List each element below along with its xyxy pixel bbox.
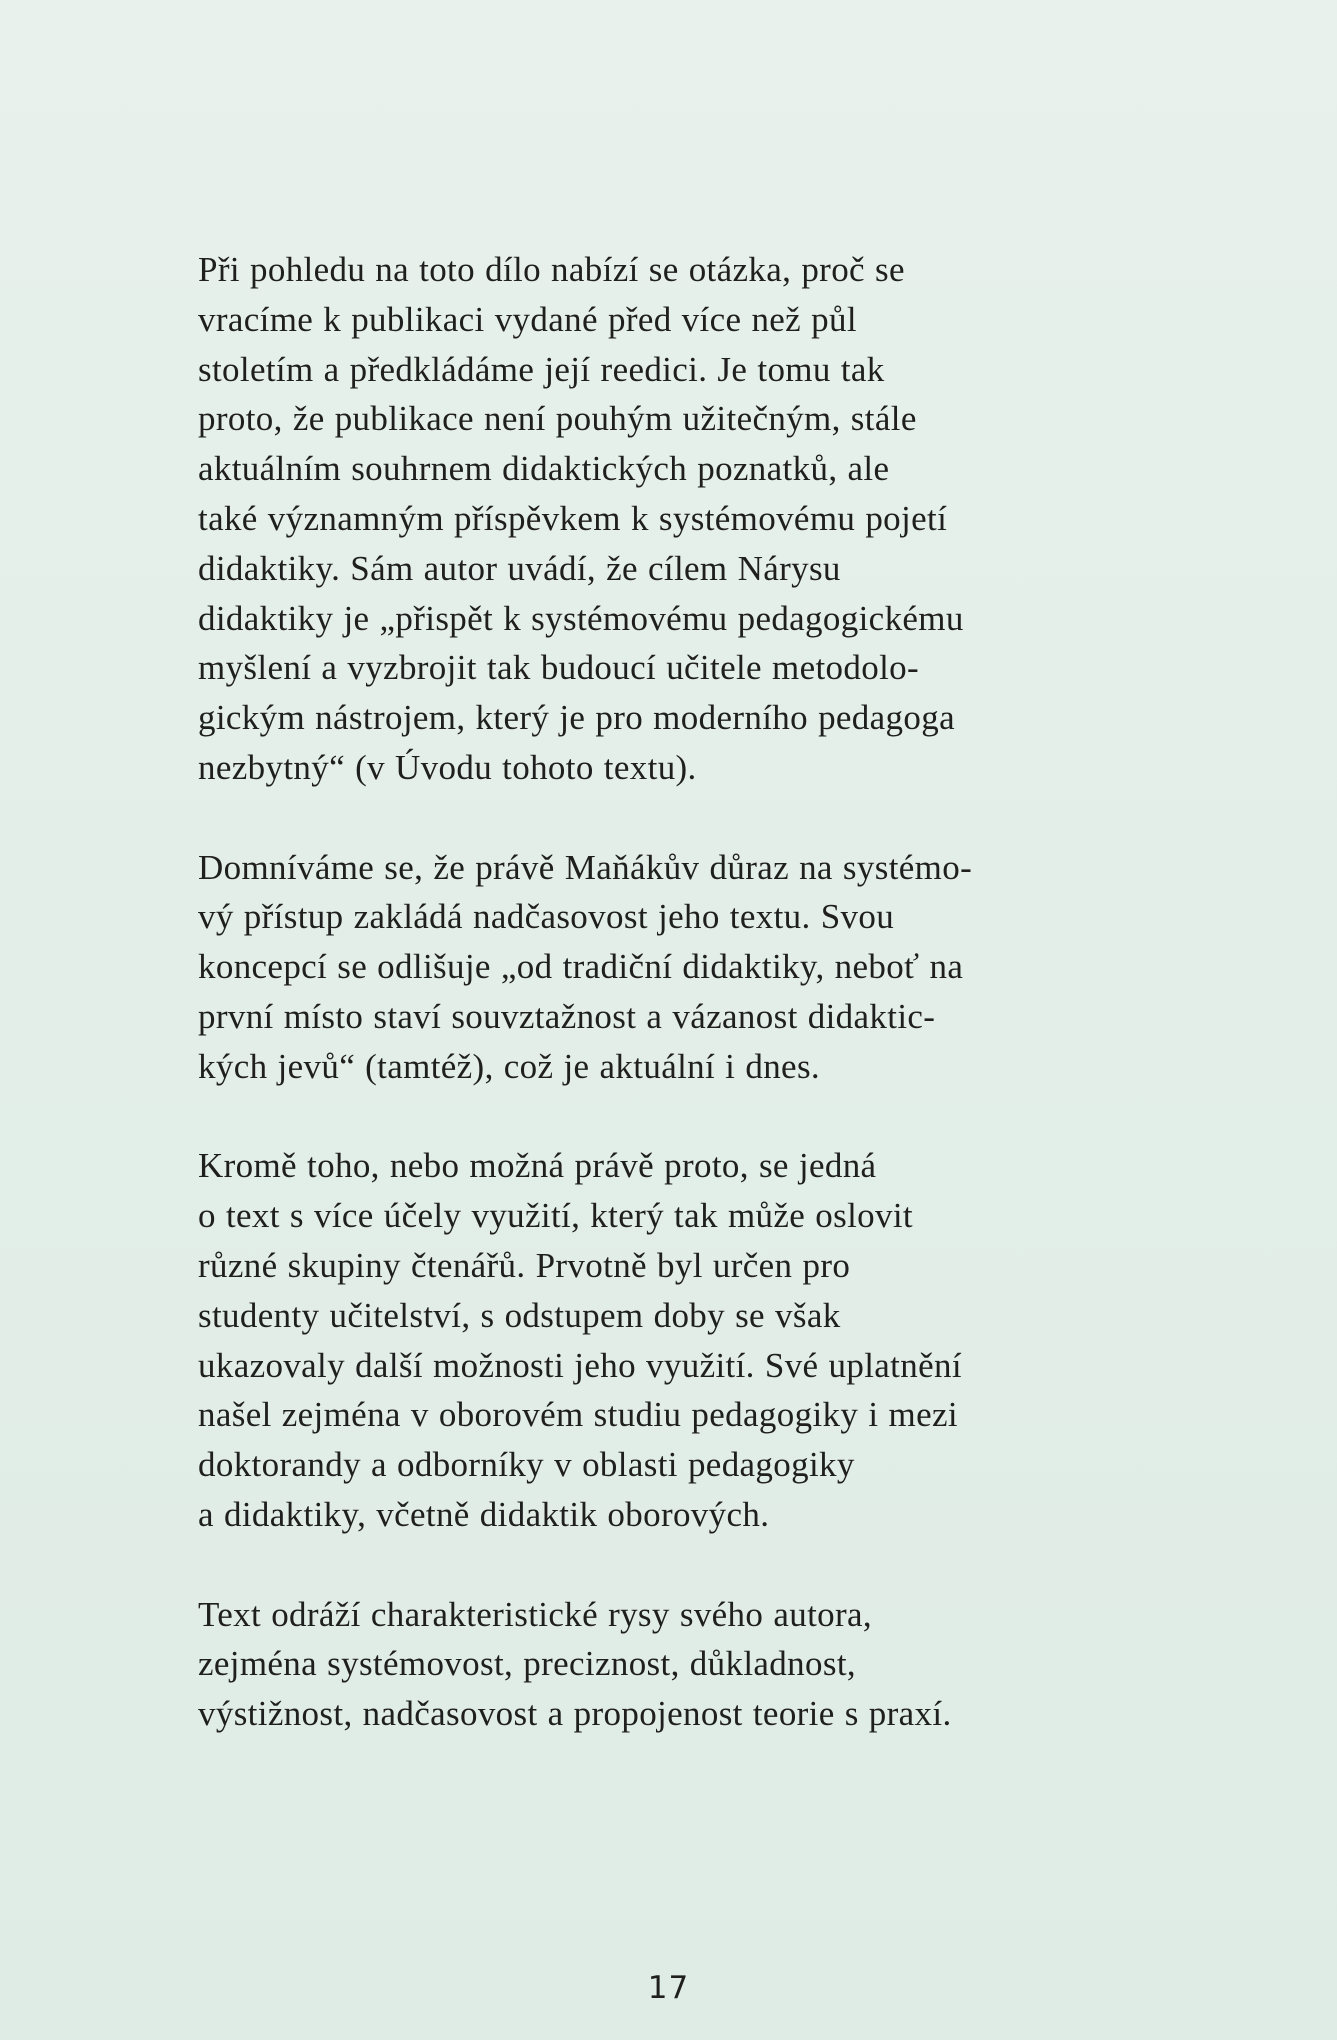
text-line: první místo staví souvztažnost a vázanost didaktic- <box>198 996 936 1036</box>
text-line: různé skupiny čtenářů. Prvotně byl určen pro <box>198 1245 851 1285</box>
text-line: nezbytný“ (v Úvodu tohoto textu). <box>198 747 697 787</box>
text-line: Při pohledu na toto dílo nabízí se otázka, proč se <box>198 250 905 289</box>
text-line: Domníváme se, že právě Maňákův důraz na systémo- <box>198 847 973 887</box>
text-line: ukazovaly další možnosti jeho využití. Své uplatnění <box>198 1345 962 1385</box>
paragraph-4 <box>198 1590 1098 1739</box>
text-line: aktuálním souhrnem didaktických poznatků, ale <box>198 449 890 489</box>
text-line: didaktiky. Sám autor uvádí, že cílem Nárysu <box>198 548 841 588</box>
paragraph-2 <box>198 843 1098 1092</box>
text-line: koncepcí se odlišuje „od tradiční didaktiky, neboť na <box>198 947 964 987</box>
text-line: zejména systémovost, preciznost, důkladnost, <box>198 1644 856 1684</box>
text-line: doktorandy a odborníky v oblasti pedagogiky <box>198 1445 855 1485</box>
text-line: o text s více účely využití, který tak může oslovit <box>198 1196 914 1236</box>
body-text <box>198 245 1098 1789</box>
text-line: gickým nástrojem, který je pro moderního pedagoga <box>198 698 955 738</box>
text-line: proto, že publikace není pouhým užitečným, stále <box>198 399 917 439</box>
text-line: studenty učitelství, s odstupem doby se však <box>198 1295 841 1335</box>
text-line: stoletím a předkládáme její reedici. Je tomu tak <box>198 349 885 389</box>
text-line: Text odráží charakteristické rysy svého autora, <box>198 1594 873 1634</box>
text-line: také významným příspěvkem k systémovému pojetí <box>198 498 948 538</box>
text-line: vý přístup zakládá nadčasovost jeho textu. Svou <box>198 897 895 937</box>
text-line: a didaktiky, včetně didaktik oborových. <box>198 1494 770 1534</box>
text-line: myšlení a vyzbrojit tak budoucí učitele metodolo- <box>198 648 920 688</box>
text-line: kých jevů“ (tamtéž), což je aktuální i dnes. <box>198 1046 821 1086</box>
text-line: Kromě toho, nebo možná právě proto, se jedná <box>198 1146 877 1186</box>
text-line: výstižnost, nadčasovost a propojenost teorie s praxí. <box>198 1694 952 1734</box>
paragraph-1 <box>198 245 1098 793</box>
page-number: 17 <box>647 1970 690 2006</box>
text-line: didaktiky je „přispět k systémovému pedagogickému <box>198 598 964 638</box>
text-line: vracíme k publikaci vydané před více než půl <box>198 299 857 339</box>
paragraph-3 <box>198 1141 1098 1539</box>
text-line: našel zejména v oborovém studiu pedagogiky i mezi <box>198 1395 958 1435</box>
